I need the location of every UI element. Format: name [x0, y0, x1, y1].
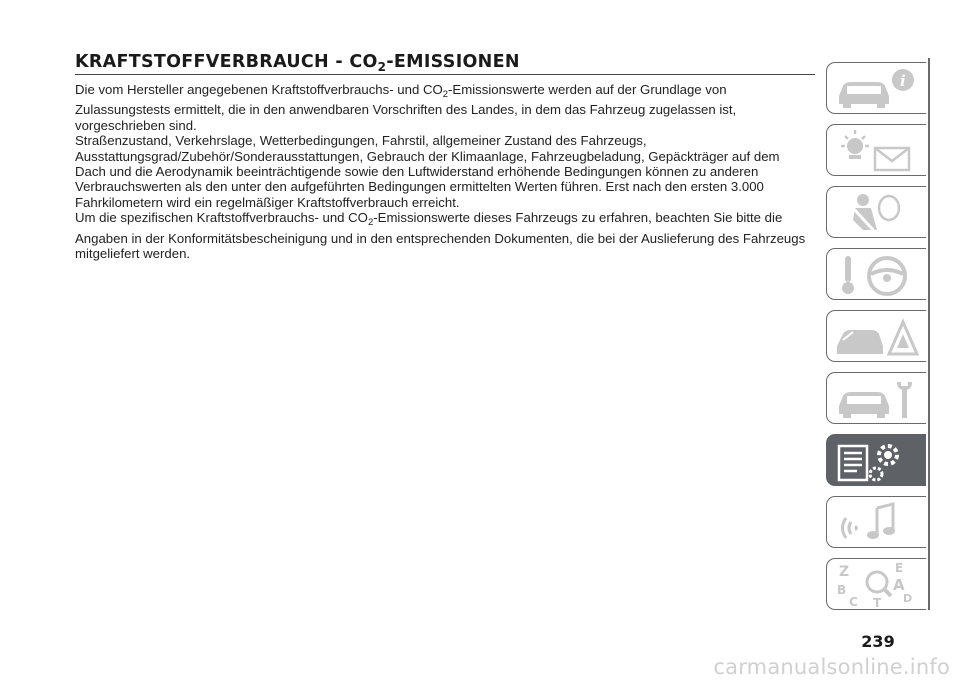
warning-light-message-icon — [833, 128, 919, 174]
tab-starting-driving[interactable] — [826, 248, 926, 300]
paragraph-2: Straßenzustand, Verkehrslage, Wetterbedingungen, Fahrstil, allgemeiner Zustand des Fahrzeugs, Ausstattungsgrad/Zubehör/Sonderausstattungen, Gebrauch der Klimaanlage, Fahrzeugbeladung, Gepäckträger auf dem Dach und die Aerodynamik beeinträchtigende sowie den Luftwiderstand erhöhende Bedingungen können zu anderen Verbrauchswerten als den unter den aufgeführten Bedingungen ermittelten Werten führen. Erst nach den ersten 3.000 Fahrkilometern wird ein regelmäßiger Kraftstoffverbrauch erreicht. — [75, 133, 780, 210]
svg-text:C: C — [849, 595, 858, 608]
svg-text:B: B — [837, 583, 847, 597]
key-steering-wheel-icon — [833, 252, 919, 298]
body-text — [75, 82, 810, 261]
car-info-icon — [833, 66, 919, 112]
tab-index[interactable] — [826, 558, 926, 610]
svg-text:Z: Z — [839, 564, 850, 580]
technical-data-gears-icon — [833, 438, 919, 484]
tab-edge-line — [928, 58, 930, 610]
tab-maintenance[interactable] — [826, 372, 926, 424]
title-divider — [75, 74, 815, 75]
car-service-wrench-icon — [833, 376, 919, 422]
breakdown-warning-triangle-icon — [833, 314, 919, 360]
tab-technical-data[interactable] — [826, 434, 926, 486]
svg-text:E: E — [895, 562, 904, 575]
svg-text:D: D — [903, 592, 913, 605]
alphabetical-index-icon — [833, 562, 919, 608]
tab-warning-lights[interactable] — [826, 124, 926, 176]
tab-multimedia[interactable] — [826, 496, 926, 548]
safety-seatbelt-airbag-icon — [833, 190, 919, 236]
svg-text:A: A — [893, 576, 905, 594]
tab-emergency[interactable] — [826, 310, 926, 362]
multimedia-music-icon — [833, 500, 919, 546]
tab-safety[interactable] — [826, 186, 926, 238]
svg-text:T: T — [873, 596, 882, 608]
paragraph-1: Die vom Hersteller angegebenen Kraftstoffverbrauchs- und $CO_2$-Emissionswerte werden auf der Grundlage von Zulassungstests ermittelt, die in den anwendbaren Vorschriften des Landes, in dem das Fahrzeug zugelassen ist, vorgeschrieben sind. — [75, 82, 737, 133]
svg-text:i: i — [900, 72, 906, 90]
page-title: KRAFTSTOFFVERBRAUCH - $CO_2$-EMISSIONEN — [75, 52, 520, 74]
watermark: carmanualsonline.info — [713, 655, 950, 679]
tab-car-info[interactable] — [826, 62, 926, 114]
paragraph-3: Um die spezifischen Kraftstoffverbrauchs- und $CO_2$-Emissionswerte dieses Fahrzeugs zu erfahren, beachten Sie bitte die Angaben in der Konformitätsbescheinigung und in den entsprechenden Dokumenten, die bei der Auslieferung des Fahrzeugs mitgeliefert werden. — [75, 210, 806, 262]
page-number: 239 — [861, 632, 895, 651]
